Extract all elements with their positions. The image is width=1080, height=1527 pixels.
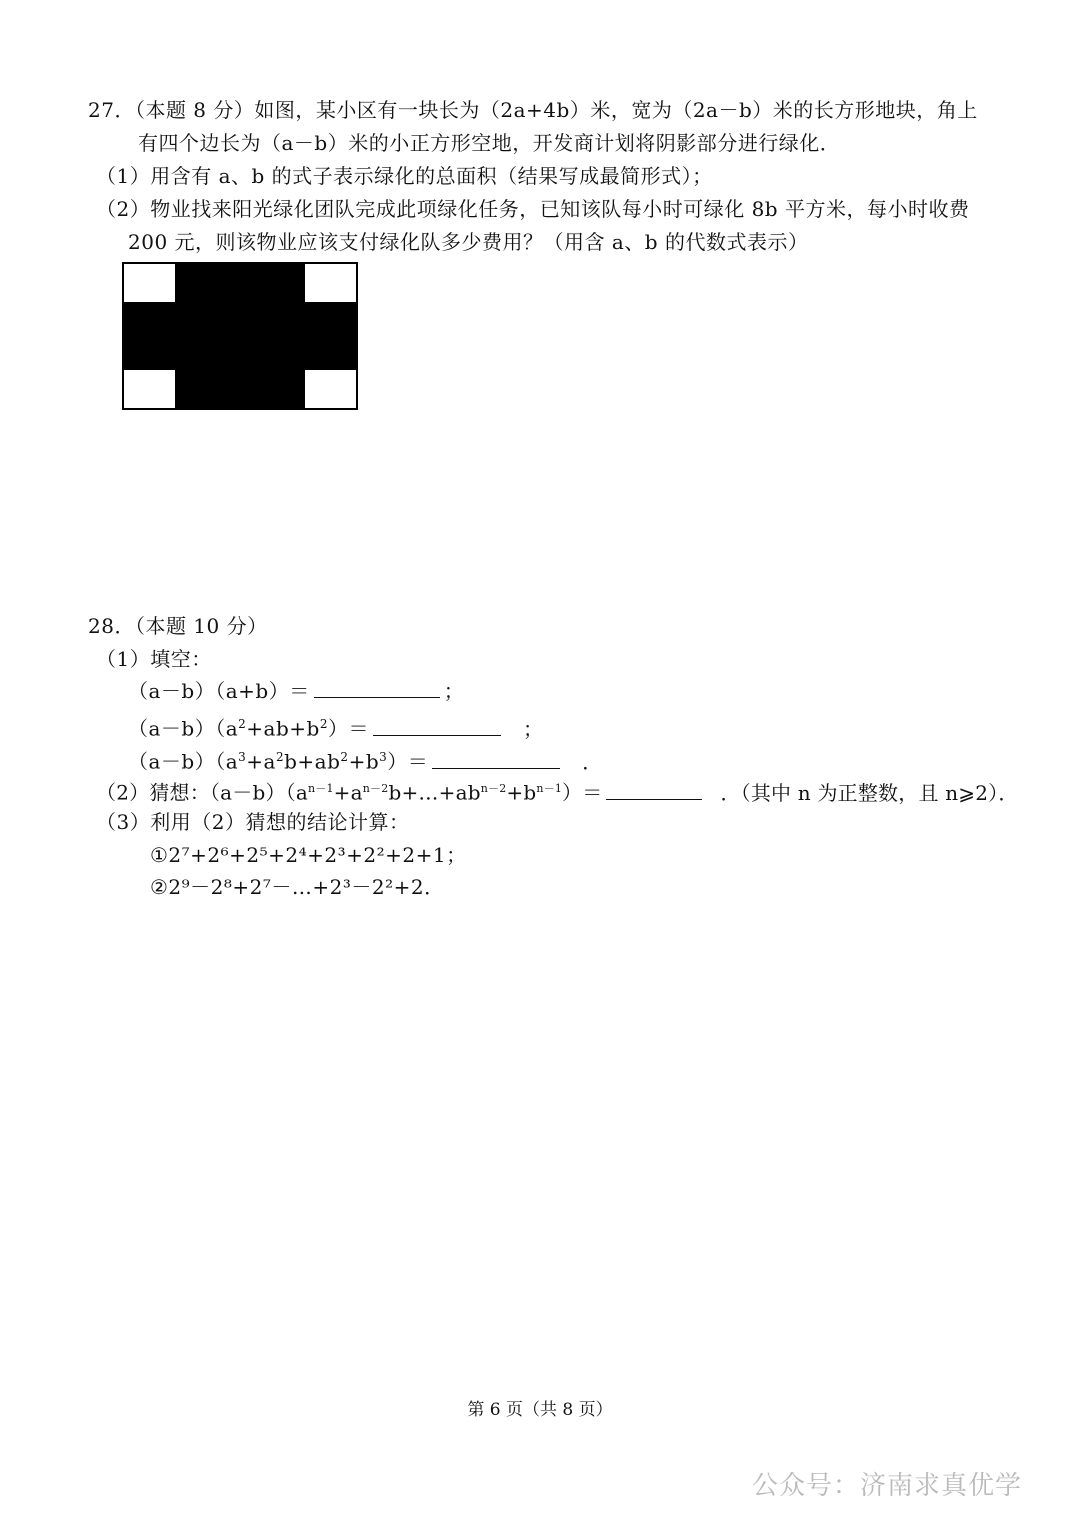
- q27-part2-line2: 200 元，则该物业应该支付绿化队多少费用？（用含 a、b 的代数式表示）: [128, 230, 809, 254]
- q28-part2: [96, 775, 1019, 807]
- q28-heading: 28．（本题 10 分）: [88, 614, 268, 638]
- q28-eq3: [128, 743, 603, 776]
- q28-eq1: [128, 677, 464, 705]
- part2-sup3: n－2: [480, 782, 507, 795]
- part2-sup2: n－2: [362, 782, 389, 795]
- corner-square-bottom-right: [304, 369, 357, 409]
- eq2-sup1: 2: [238, 717, 247, 731]
- q27-line2: 有四个边长为（a－b）米的小正方形空地，开发商计划将阴影部分进行绿化．: [138, 131, 841, 155]
- answer-blank-1[interactable]: [314, 677, 440, 698]
- eq3-mid1: +a: [246, 749, 276, 774]
- part2-sup1: n－1: [307, 782, 334, 795]
- corner-square-top-right: [304, 263, 357, 303]
- eq2-mid: +ab+b: [246, 716, 320, 741]
- eq3-sup4: 3: [379, 750, 388, 764]
- part2-sup4: n－1: [536, 782, 563, 795]
- eq2-end: ；: [522, 716, 544, 741]
- q28-part3-label: （3）利用（2）猜想的结论计算：: [96, 810, 410, 834]
- q27-part2-line1: （2）物业找来阳光绿化团队完成此项绿化任务，已知该队每小时可绿化 8b 平方米，每小时收费: [96, 197, 970, 221]
- eq3-post: ）＝: [387, 749, 429, 774]
- eq3-sup3: 2: [340, 750, 349, 764]
- eq3-end: ．: [582, 749, 603, 774]
- eq3-sup1: 3: [238, 750, 247, 764]
- watermark: 公众号：济南求真优学: [751, 1471, 1022, 1501]
- q28-part1-label: （1）填空：: [96, 647, 212, 671]
- part2-mid3: +b: [506, 780, 537, 805]
- corner-square-bottom-left: [123, 369, 176, 409]
- answer-blank-4[interactable]: [606, 779, 702, 800]
- part2-end: ．（其中 n 为正整数，且 n⩾2）．: [720, 780, 1019, 805]
- answer-blank-3[interactable]: [432, 748, 560, 769]
- eq3-sup2: 2: [275, 750, 285, 764]
- q28-calc2: ②2⁹－2⁸+2⁷－…+2³－2²+2．: [150, 875, 445, 899]
- q28-calc1: ①2⁷+2⁶+2⁵+2⁴+2³+2²+2+1；: [150, 843, 467, 867]
- eq1-end: ；: [443, 679, 465, 703]
- part2-post: ）＝: [562, 780, 603, 805]
- eq2-post: ）＝: [327, 716, 369, 741]
- eq3-mid2: b+ab: [284, 749, 341, 774]
- q27-part1: （1）用含有 a、b 的式子表示绿化的总面积（结果写成最简形式）；: [96, 164, 713, 188]
- answer-blank-2[interactable]: [373, 715, 501, 736]
- q28-eq2: [128, 710, 543, 743]
- page-footer: 第 6 页（共 8 页）: [467, 1400, 613, 1420]
- q27-line1: 27．（本题 8 分）如图，某小区有一块长为（2a+4b）米，宽为（2a－b）米的长方形地块，角上: [88, 98, 978, 122]
- part2-pre: （2）猜想：（a－b）（a: [96, 780, 308, 805]
- eq1-text: （a－b）（a+b）＝: [128, 679, 310, 703]
- shaded-rectangle-figure: [122, 262, 358, 410]
- eq3-mid3: +b: [348, 749, 380, 774]
- part2-mid2: b+…+ab: [388, 780, 481, 805]
- eq2-pre: （a－b）（a: [128, 716, 239, 741]
- eq2-sup2: 2: [319, 717, 328, 731]
- part2-mid1: +a: [333, 780, 363, 805]
- corner-square-top-left: [123, 263, 176, 303]
- eq3-pre: （a－b）（a: [128, 749, 239, 774]
